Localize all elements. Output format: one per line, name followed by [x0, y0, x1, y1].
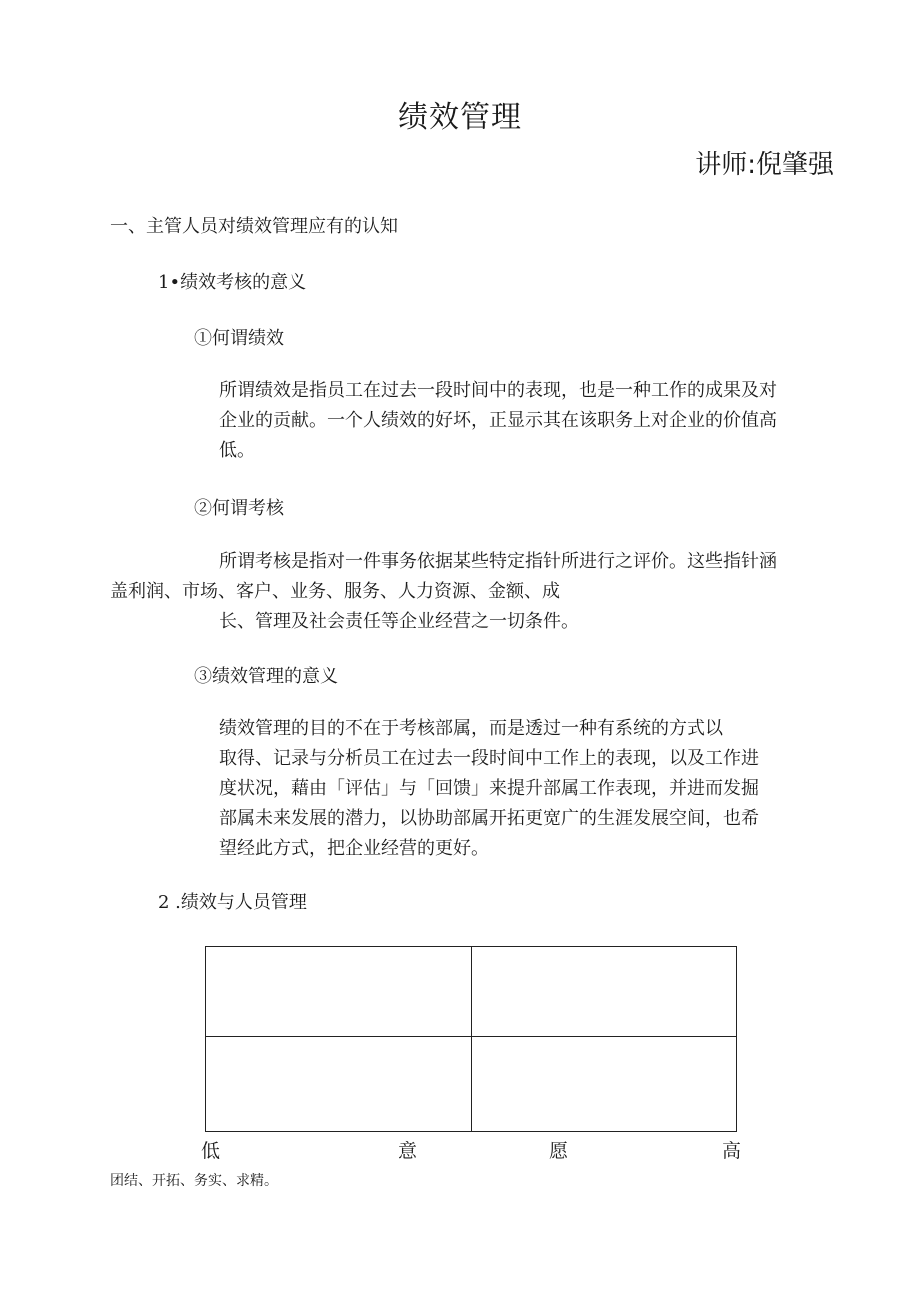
matrix-horizontal-divider	[206, 1036, 736, 1037]
axis-label-high: 高	[722, 1140, 742, 1162]
paragraph-performance-management-meaning	[219, 714, 839, 864]
matrix-vertical-divider	[471, 947, 472, 1131]
axis-label-willing-1: 意	[398, 1140, 418, 1162]
lecturer-name: 讲师:倪肇强	[695, 150, 834, 180]
paragraph-line: 绩效管理的目的不在于考核部属，而是透过一种有系统的方式以	[219, 718, 723, 739]
paragraph-line: 盖利润、市场、客户、业务、服务、人力资源、金额、成	[110, 581, 560, 602]
document-title: 绩效管理	[398, 100, 522, 135]
item-heading-1: ①何谓绩效	[194, 328, 284, 349]
axis-label-willing-2: 愿	[549, 1140, 569, 1162]
paragraph-line: 望经此方式，把企业经营的更好。	[219, 838, 489, 859]
paragraph-line: 低。	[219, 440, 255, 461]
axis-label-low: 低	[201, 1140, 221, 1162]
item-heading-3: ③绩效管理的意义	[194, 666, 338, 687]
paragraph-line: 度状况，藉由「评估」与「回馈」来提升部属工作表现，并进而发掘	[219, 778, 759, 799]
paragraph-line: 部属未来发展的潜力，以协助部属开拓更宽广的生涯发展空间，也希	[219, 808, 759, 829]
paragraph-line: 所谓考核是指对一件事务依据某些特定指针所进行之评价。这些指针涵	[219, 551, 777, 572]
item-heading-2: ②何谓考核	[194, 498, 284, 519]
paragraph-performance-definition	[219, 376, 839, 466]
subsection-heading-1: 1•绩效考核的意义	[158, 272, 307, 293]
paragraph-line: 所谓绩效是指员工在过去一段时间中的表现，也是一种工作的成果及对	[219, 380, 777, 401]
section-heading: 一、主管人员对绩效管理应有的认知	[110, 216, 398, 237]
paragraph-line: 取得、记录与分析员工在过去一段时间中工作上的表现，以及工作进	[219, 748, 759, 769]
paragraph-line: 长、管理及社会责任等企业经营之一切条件。	[219, 611, 579, 632]
paragraph-line: 企业的贡献。一个人绩效的好坏，正显示其在该职务上对企业的价值高	[219, 410, 777, 431]
subsection-heading-2: 2 .绩效与人员管理	[158, 892, 307, 913]
performance-willingness-matrix	[205, 946, 737, 1132]
footer-motto: 团结、开拓、务实、求精。	[110, 1173, 278, 1189]
